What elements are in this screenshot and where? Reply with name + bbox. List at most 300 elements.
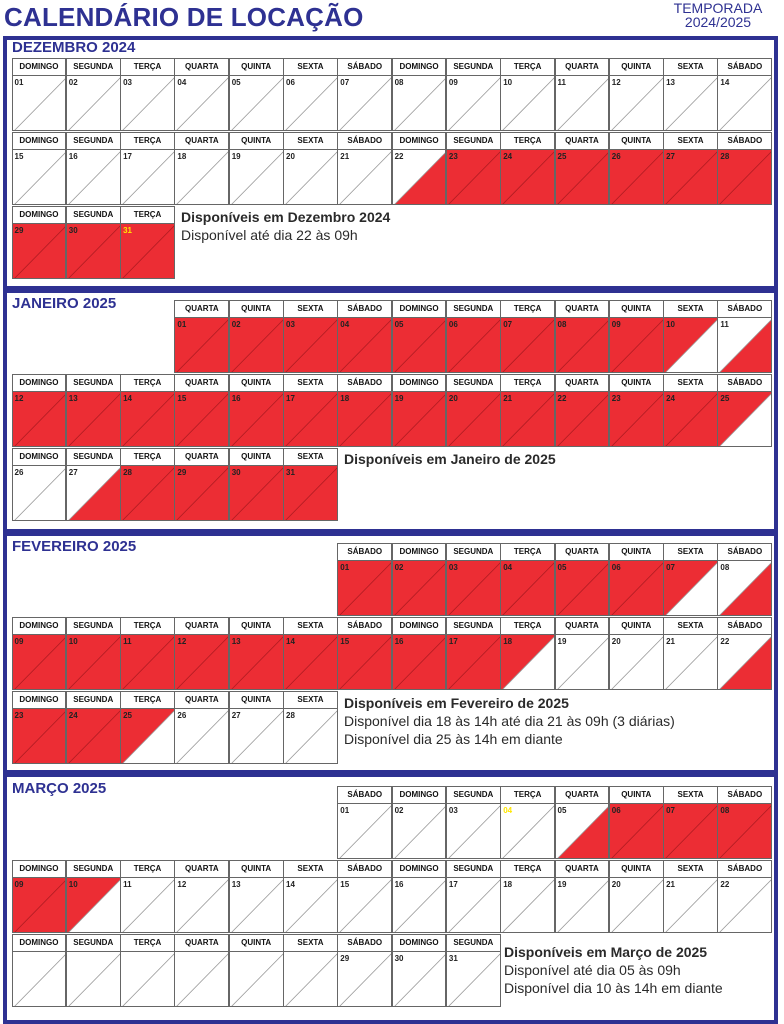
day-cell[interactable] <box>663 149 718 205</box>
day-number: 09 <box>611 320 621 329</box>
day-cell[interactable] <box>609 391 664 447</box>
weekday-header: SÁBADO <box>337 300 392 318</box>
diagonal-line <box>230 952 284 1007</box>
day-number: 10 <box>503 78 513 87</box>
day-number: 26 <box>177 711 187 720</box>
day-number: 12 <box>177 637 187 646</box>
day-number: 29 <box>340 954 350 963</box>
day-cell[interactable] <box>12 877 67 933</box>
day-cell[interactable] <box>717 149 772 205</box>
weekday-header: QUARTA <box>555 374 610 392</box>
day-number: 22 <box>720 637 730 646</box>
day-cell[interactable] <box>392 149 447 205</box>
day-number: 17 <box>448 637 458 646</box>
day-cell[interactable] <box>392 317 447 373</box>
day-cell[interactable] <box>555 803 610 859</box>
day-cell[interactable] <box>120 149 175 205</box>
day-cell[interactable] <box>446 560 501 616</box>
weekday-header: SÁBADO <box>337 860 392 878</box>
day-number: 25 <box>720 394 730 403</box>
season-line-1: TEMPORADA <box>673 0 763 16</box>
weekday-header: QUARTA <box>174 617 229 635</box>
day-number: 01 <box>177 320 187 329</box>
day-cell[interactable] <box>337 951 392 1007</box>
weekday-header: QUINTA <box>609 786 664 804</box>
weekday-header: QUINTA <box>229 300 284 318</box>
weekday-header: SEXTA <box>663 374 718 392</box>
day-cell[interactable] <box>555 75 610 131</box>
weekday-header: QUINTA <box>609 300 664 318</box>
weekday-header: SEGUNDA <box>66 206 121 224</box>
day-cell[interactable] <box>555 877 610 933</box>
availability-title: Disponíveis em Dezembro 2024 <box>181 209 391 225</box>
day-cell[interactable] <box>174 877 229 933</box>
day-number: 03 <box>123 78 132 87</box>
day-cell[interactable] <box>174 951 229 1007</box>
weekday-header: SEGUNDA <box>66 132 121 150</box>
day-cell[interactable] <box>337 560 392 616</box>
weekday-header: TERÇA <box>500 374 555 392</box>
day-number: 20 <box>611 637 621 646</box>
day-cell[interactable] <box>120 391 175 447</box>
weekday-header: QUINTA <box>229 691 284 709</box>
day-cell[interactable] <box>446 803 501 859</box>
weekday-header: SEGUNDA <box>66 58 121 76</box>
day-number: 20 <box>286 152 295 161</box>
day-number: 16 <box>231 394 241 403</box>
weekday-header: DOMINGO <box>392 617 447 635</box>
weekday-header: SEXTA <box>663 617 718 635</box>
weekday-header: DOMINGO <box>12 132 67 150</box>
weekday-header: SEGUNDA <box>66 691 121 709</box>
day-number: 20 <box>611 880 621 889</box>
day-number: 23 <box>14 711 24 720</box>
weekday-header: DOMINGO <box>12 448 67 466</box>
day-number: 05 <box>557 806 567 815</box>
day-cell[interactable] <box>500 634 555 690</box>
day-number: 31 <box>448 954 458 963</box>
day-cell[interactable] <box>337 149 392 205</box>
day-cell[interactable] <box>120 465 175 521</box>
weekday-header: SÁBADO <box>717 543 772 561</box>
diagonal-line <box>67 952 121 1007</box>
day-cell[interactable] <box>663 634 718 690</box>
day-cell[interactable] <box>500 803 555 859</box>
day-number: 01 <box>340 563 350 572</box>
day-cell[interactable] <box>66 391 121 447</box>
day-number: 11 <box>123 637 132 646</box>
day-number: 31 <box>123 226 132 235</box>
day-cell[interactable] <box>174 634 229 690</box>
day-cell[interactable] <box>392 560 447 616</box>
day-number: 17 <box>286 394 295 403</box>
weekday-header: SEGUNDA <box>446 786 501 804</box>
day-cell[interactable] <box>337 391 392 447</box>
weekday-header: SÁBADO <box>717 132 772 150</box>
day-cell[interactable] <box>12 149 67 205</box>
day-number: 01 <box>340 806 350 815</box>
weekday-header: TERÇA <box>120 617 175 635</box>
day-number: 16 <box>68 152 78 161</box>
day-cell[interactable] <box>392 391 447 447</box>
day-cell[interactable] <box>663 877 718 933</box>
month-title: FEVEREIRO 2025 <box>12 538 137 555</box>
day-cell[interactable] <box>446 391 501 447</box>
day-cell[interactable] <box>229 951 284 1007</box>
day-number: 17 <box>123 152 132 161</box>
day-cell[interactable] <box>12 708 67 764</box>
day-cell[interactable] <box>609 560 664 616</box>
day-number: 20 <box>448 394 458 403</box>
day-number: 12 <box>177 880 187 889</box>
day-number: 05 <box>557 563 567 572</box>
weekday-header: SEGUNDA <box>66 374 121 392</box>
day-cell[interactable] <box>446 877 501 933</box>
weekday-header: DOMINGO <box>392 860 447 878</box>
day-number: 04 <box>177 78 187 87</box>
month-title: MARÇO 2025 <box>12 780 107 797</box>
day-fill <box>175 952 229 1007</box>
availability-title: Disponíveis em Fevereiro de 2025 <box>344 695 569 711</box>
day-cell[interactable] <box>283 877 338 933</box>
day-cell[interactable] <box>663 391 718 447</box>
day-cell[interactable] <box>337 317 392 373</box>
season-label <box>658 1 778 29</box>
day-cell[interactable] <box>500 391 555 447</box>
day-cell[interactable] <box>609 75 664 131</box>
day-number: 15 <box>14 152 24 161</box>
day-number: 10 <box>666 320 675 329</box>
day-cell[interactable] <box>392 951 447 1007</box>
weekday-header: DOMINGO <box>12 691 67 709</box>
day-number: 21 <box>666 880 675 889</box>
weekday-header: SEGUNDA <box>446 374 501 392</box>
day-fill <box>284 952 338 1007</box>
day-number: 12 <box>14 394 24 403</box>
day-fill <box>13 952 67 1007</box>
weekday-header: SEGUNDA <box>446 300 501 318</box>
day-cell[interactable] <box>555 391 610 447</box>
weekday-header: DOMINGO <box>392 543 447 561</box>
weekday-header: TERÇA <box>500 786 555 804</box>
day-number: 07 <box>666 563 675 572</box>
weekday-header: SEXTA <box>283 691 338 709</box>
day-cell[interactable] <box>555 634 610 690</box>
day-cell[interactable] <box>174 149 229 205</box>
day-cell[interactable] <box>12 391 67 447</box>
day-cell[interactable] <box>229 708 284 764</box>
day-cell[interactable] <box>446 75 501 131</box>
day-cell[interactable] <box>229 391 284 447</box>
weekday-header: SÁBADO <box>717 374 772 392</box>
weekday-header: TERÇA <box>120 132 175 150</box>
weekday-header: SEXTA <box>663 132 718 150</box>
day-cell[interactable] <box>120 634 175 690</box>
day-cell[interactable] <box>283 708 338 764</box>
day-cell[interactable] <box>283 634 338 690</box>
day-cell[interactable] <box>500 317 555 373</box>
day-cell[interactable] <box>174 465 229 521</box>
day-cell[interactable] <box>555 560 610 616</box>
day-number: 10 <box>68 637 78 646</box>
weekday-header: SEXTA <box>283 374 338 392</box>
day-cell[interactable] <box>66 75 121 131</box>
diagonal-line <box>13 952 67 1007</box>
day-cell[interactable] <box>66 223 121 279</box>
day-cell[interactable] <box>12 465 67 521</box>
day-number: 29 <box>14 226 24 235</box>
day-cell[interactable] <box>283 317 338 373</box>
day-cell[interactable] <box>446 951 501 1007</box>
day-cell[interactable] <box>663 317 718 373</box>
weekday-header: SÁBADO <box>717 860 772 878</box>
day-number: 22 <box>394 152 404 161</box>
weekday-header: TERÇA <box>120 934 175 952</box>
day-cell[interactable] <box>717 560 772 616</box>
weekday-header: SEXTA <box>283 132 338 150</box>
day-cell[interactable] <box>66 634 121 690</box>
day-cell[interactable] <box>229 75 284 131</box>
day-cell[interactable] <box>337 877 392 933</box>
day-cell[interactable] <box>717 317 772 373</box>
day-cell[interactable] <box>66 465 121 521</box>
day-cell[interactable] <box>120 708 175 764</box>
weekday-header: TERÇA <box>120 691 175 709</box>
weekday-header: DOMINGO <box>392 300 447 318</box>
day-cell[interactable] <box>663 75 718 131</box>
weekday-header: DOMINGO <box>12 617 67 635</box>
day-cell[interactable] <box>500 75 555 131</box>
weekday-header: QUINTA <box>229 617 284 635</box>
availability-title: Disponíveis em Março de 2025 <box>504 944 708 960</box>
availability-info <box>344 694 675 748</box>
day-cell[interactable] <box>120 951 175 1007</box>
weekday-header: QUARTA <box>555 786 610 804</box>
day-cell[interactable] <box>120 877 175 933</box>
weekday-header: SEGUNDA <box>446 617 501 635</box>
day-cell[interactable] <box>609 317 664 373</box>
day-number: 23 <box>611 394 621 403</box>
day-cell[interactable] <box>12 951 67 1007</box>
day-cell[interactable] <box>446 317 501 373</box>
day-cell[interactable] <box>229 149 284 205</box>
weekday-header: SEXTA <box>283 934 338 952</box>
day-number: 02 <box>394 806 404 815</box>
weekday-header: DOMINGO <box>392 58 447 76</box>
day-number: 14 <box>286 880 295 889</box>
day-cell[interactable] <box>229 634 284 690</box>
day-number: 07 <box>340 78 350 87</box>
weekday-header: TERÇA <box>120 58 175 76</box>
day-number: 28 <box>286 711 295 720</box>
day-cell[interactable] <box>283 951 338 1007</box>
day-cell[interactable] <box>120 223 175 279</box>
day-number: 19 <box>557 637 567 646</box>
day-cell[interactable] <box>609 803 664 859</box>
day-number: 14 <box>720 78 730 87</box>
availability-line: Disponível até dia 05 às 09h <box>504 962 681 978</box>
day-number: 08 <box>557 320 567 329</box>
day-cell[interactable] <box>717 877 772 933</box>
day-number: 17 <box>448 880 458 889</box>
weekday-header: SÁBADO <box>717 300 772 318</box>
day-number: 29 <box>177 468 187 477</box>
day-number: 22 <box>557 394 567 403</box>
weekday-header: QUINTA <box>609 132 664 150</box>
day-number: 10 <box>68 880 78 889</box>
day-number: 21 <box>503 394 513 403</box>
day-cell[interactable] <box>337 634 392 690</box>
day-number: 16 <box>394 637 404 646</box>
season-line-2: 2024/2025 <box>684 14 752 30</box>
availability-info <box>344 450 556 468</box>
day-cell[interactable] <box>283 465 338 521</box>
weekday-header: SEGUNDA <box>446 860 501 878</box>
weekday-header: DOMINGO <box>12 860 67 878</box>
day-cell[interactable] <box>392 877 447 933</box>
day-cell[interactable] <box>609 149 664 205</box>
day-number: 05 <box>394 320 404 329</box>
day-number: 13 <box>231 880 241 889</box>
day-number: 11 <box>557 78 566 87</box>
weekday-header: DOMINGO <box>12 934 67 952</box>
weekday-header: QUARTA <box>174 448 229 466</box>
day-cell[interactable] <box>66 708 121 764</box>
day-number: 24 <box>666 394 675 403</box>
weekday-header: SEXTA <box>283 58 338 76</box>
day-cell[interactable] <box>283 391 338 447</box>
weekday-header: QUARTA <box>555 58 610 76</box>
weekday-header: SEXTA <box>663 860 718 878</box>
day-cell[interactable] <box>392 634 447 690</box>
day-cell[interactable] <box>229 317 284 373</box>
day-number: 30 <box>231 468 241 477</box>
weekday-header: DOMINGO <box>392 374 447 392</box>
availability-line: Disponível dia 25 às 14h em diante <box>344 731 563 747</box>
weekday-header: TERÇA <box>120 860 175 878</box>
day-cell[interactable] <box>446 634 501 690</box>
weekday-header: TERÇA <box>500 300 555 318</box>
day-cell[interactable] <box>283 75 338 131</box>
day-cell[interactable] <box>446 149 501 205</box>
day-cell[interactable] <box>663 803 718 859</box>
day-number: 23 <box>448 152 458 161</box>
day-number: 30 <box>68 226 78 235</box>
weekday-header: QUARTA <box>555 617 610 635</box>
day-cell[interactable] <box>174 391 229 447</box>
day-number: 21 <box>340 152 350 161</box>
weekday-header: TERÇA <box>500 543 555 561</box>
day-number: 30 <box>394 954 404 963</box>
day-number: 19 <box>231 152 241 161</box>
weekday-header: SEXTA <box>663 58 718 76</box>
day-cell[interactable] <box>337 75 392 131</box>
day-fill <box>230 952 284 1007</box>
day-cell[interactable] <box>717 634 772 690</box>
weekday-header: TERÇA <box>120 374 175 392</box>
weekday-header: QUARTA <box>174 300 229 318</box>
day-cell[interactable] <box>174 317 229 373</box>
day-number: 04 <box>340 320 350 329</box>
day-cell[interactable] <box>174 708 229 764</box>
day-number: 27 <box>68 468 78 477</box>
day-cell[interactable] <box>392 803 447 859</box>
day-cell[interactable] <box>12 75 67 131</box>
weekday-header: SÁBADO <box>337 132 392 150</box>
weekday-header: QUARTA <box>174 58 229 76</box>
availability-info <box>504 943 723 997</box>
day-cell[interactable] <box>283 149 338 205</box>
day-cell[interactable] <box>717 391 772 447</box>
weekday-header: SEXTA <box>283 448 338 466</box>
day-cell[interactable] <box>66 877 121 933</box>
day-cell[interactable] <box>609 634 664 690</box>
day-number: 13 <box>68 394 78 403</box>
weekday-header: SEXTA <box>283 300 338 318</box>
day-number: 06 <box>611 563 621 572</box>
weekday-header: TERÇA <box>500 860 555 878</box>
day-cell[interactable] <box>12 223 67 279</box>
day-cell[interactable] <box>337 803 392 859</box>
day-number: 26 <box>611 152 621 161</box>
weekday-header: QUINTA <box>609 374 664 392</box>
weekday-header: QUINTA <box>609 617 664 635</box>
weekday-header: QUARTA <box>555 132 610 150</box>
day-cell[interactable] <box>500 560 555 616</box>
day-cell[interactable] <box>120 75 175 131</box>
weekday-header: QUINTA <box>229 132 284 150</box>
day-cell[interactable] <box>663 560 718 616</box>
day-number: 18 <box>340 394 350 403</box>
day-number: 06 <box>448 320 458 329</box>
day-number: 31 <box>286 468 295 477</box>
weekday-header: SEGUNDA <box>66 617 121 635</box>
day-cell[interactable] <box>609 877 664 933</box>
day-number: 19 <box>394 394 404 403</box>
weekday-header: SÁBADO <box>337 374 392 392</box>
month-title: JANEIRO 2025 <box>12 295 117 312</box>
weekday-header: TERÇA <box>500 617 555 635</box>
day-cell[interactable] <box>392 75 447 131</box>
day-cell[interactable] <box>717 803 772 859</box>
day-number: 08 <box>394 78 404 87</box>
day-cell[interactable] <box>555 149 610 205</box>
weekday-header: SEGUNDA <box>446 543 501 561</box>
day-number: 03 <box>448 563 458 572</box>
day-number: 26 <box>14 468 24 477</box>
day-cell[interactable] <box>229 465 284 521</box>
day-cell[interactable] <box>66 149 121 205</box>
day-cell[interactable] <box>500 149 555 205</box>
weekday-header: SÁBADO <box>717 786 772 804</box>
availability-line: Disponível dia 10 às 14h em diante <box>504 980 723 996</box>
availability-info <box>181 208 390 244</box>
weekday-header: QUARTA <box>555 543 610 561</box>
day-cell[interactable] <box>66 951 121 1007</box>
day-cell[interactable] <box>555 317 610 373</box>
day-number: 18 <box>503 880 513 889</box>
day-cell[interactable] <box>12 634 67 690</box>
day-cell[interactable] <box>500 877 555 933</box>
day-number: 02 <box>394 563 404 572</box>
day-cell[interactable] <box>717 75 772 131</box>
weekday-header: SÁBADO <box>717 617 772 635</box>
day-cell[interactable] <box>174 75 229 131</box>
day-fill <box>67 952 121 1007</box>
day-number: 13 <box>231 637 241 646</box>
day-number: 12 <box>611 78 621 87</box>
day-cell[interactable] <box>229 877 284 933</box>
